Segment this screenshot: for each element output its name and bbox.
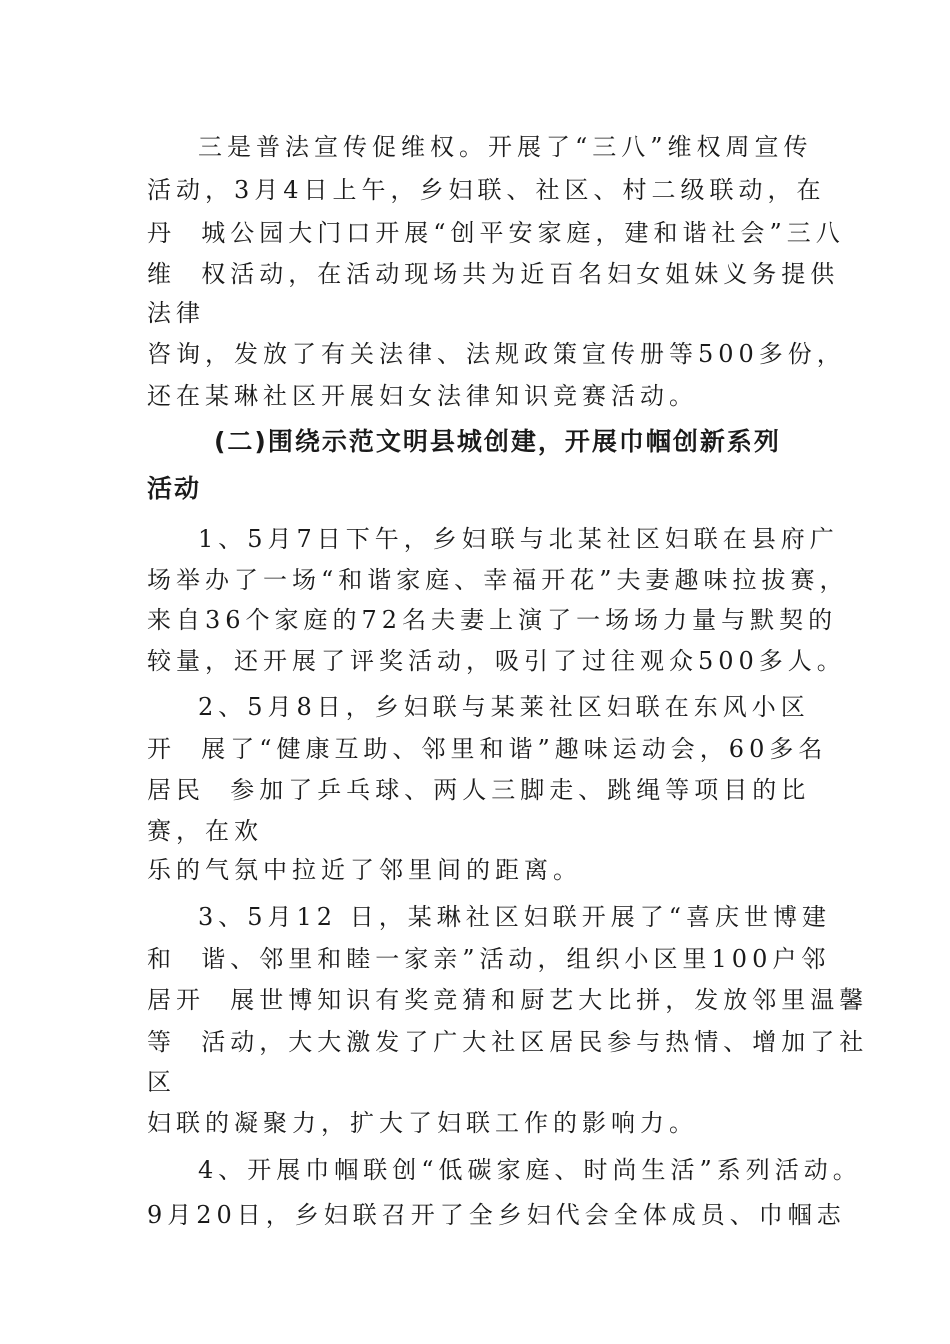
text-line: 居开 展世博知识有奖竞猜和厨艺大比拼，发放邻里温馨 bbox=[147, 986, 869, 1014]
text-line: 4、开展巾帼联创“低碳家庭、时尚生活”系列活动。 bbox=[198, 1156, 862, 1184]
text-line: 3、5月12 日，某琳社区妇联开展了“喜庆世博建 bbox=[198, 903, 831, 931]
text-line: 来自36个家庭的72名夫妻上演了一场场力量与默契的 bbox=[147, 606, 838, 634]
text-line: 活动，3月4日上午，乡妇联、社区、村二级联动，在 bbox=[147, 176, 826, 204]
text-line: 三是普法宣传促维权。开展了“三八”维权周宣传 bbox=[198, 133, 813, 161]
text-line: 区 bbox=[147, 1068, 176, 1096]
text-line: 咨询，发放了有关法律、法规政策宣传册等500多份， bbox=[147, 340, 846, 368]
section-heading: (二)围绕示范文明县城创建，开展巾帼创新系列 bbox=[214, 427, 781, 456]
section-heading-continued: 活动 bbox=[147, 474, 202, 503]
text-line: 法律 bbox=[147, 299, 205, 327]
text-line: 等 活动，大大激发了广大社区居民参与热情、增加了社 bbox=[147, 1028, 869, 1056]
text-line: 9月20日，乡妇联召开了全乡妇代会全体成员、巾帼志 bbox=[147, 1201, 846, 1229]
text-line: 开 展了“健康互助、邻里和谐”趣味运动会，60多名 bbox=[147, 735, 828, 763]
text-line: 1、5月7日下午，乡妇联与北某社区妇联在县府广 bbox=[198, 525, 839, 553]
text-line: 居民 参加了乒乓球、两人三脚走、跳绳等项目的比 bbox=[147, 776, 811, 804]
text-line: 较量，还开展了评奖活动，吸引了过往观众500多人。 bbox=[147, 647, 846, 675]
text-line: 2、5月8日，乡妇联与某莱社区妇联在东风小区 bbox=[198, 693, 810, 721]
text-line: 丹 城公园大门口开展“创平安家庭，建和谐社会”三八 bbox=[147, 219, 845, 247]
text-line: 还在某琳社区开展妇女法律知识竞赛活动。 bbox=[147, 382, 698, 410]
text-line: 场举办了一场“和谐家庭、幸福开花”夫妻趣味拉拔赛， bbox=[147, 566, 849, 594]
text-line: 乐的气氛中拉近了邻里间的距离。 bbox=[147, 856, 582, 884]
text-line: 赛，在欢 bbox=[147, 817, 263, 845]
text-line: 和 谐、邻里和睦一家亲”活动，组织小区里100户邻 bbox=[147, 945, 831, 973]
text-line: 维 权活动，在活动现场共为近百名妇女姐妹义务提供 bbox=[147, 260, 840, 288]
text-line: 妇联的凝聚力，扩大了妇联工作的影响力。 bbox=[147, 1109, 698, 1137]
